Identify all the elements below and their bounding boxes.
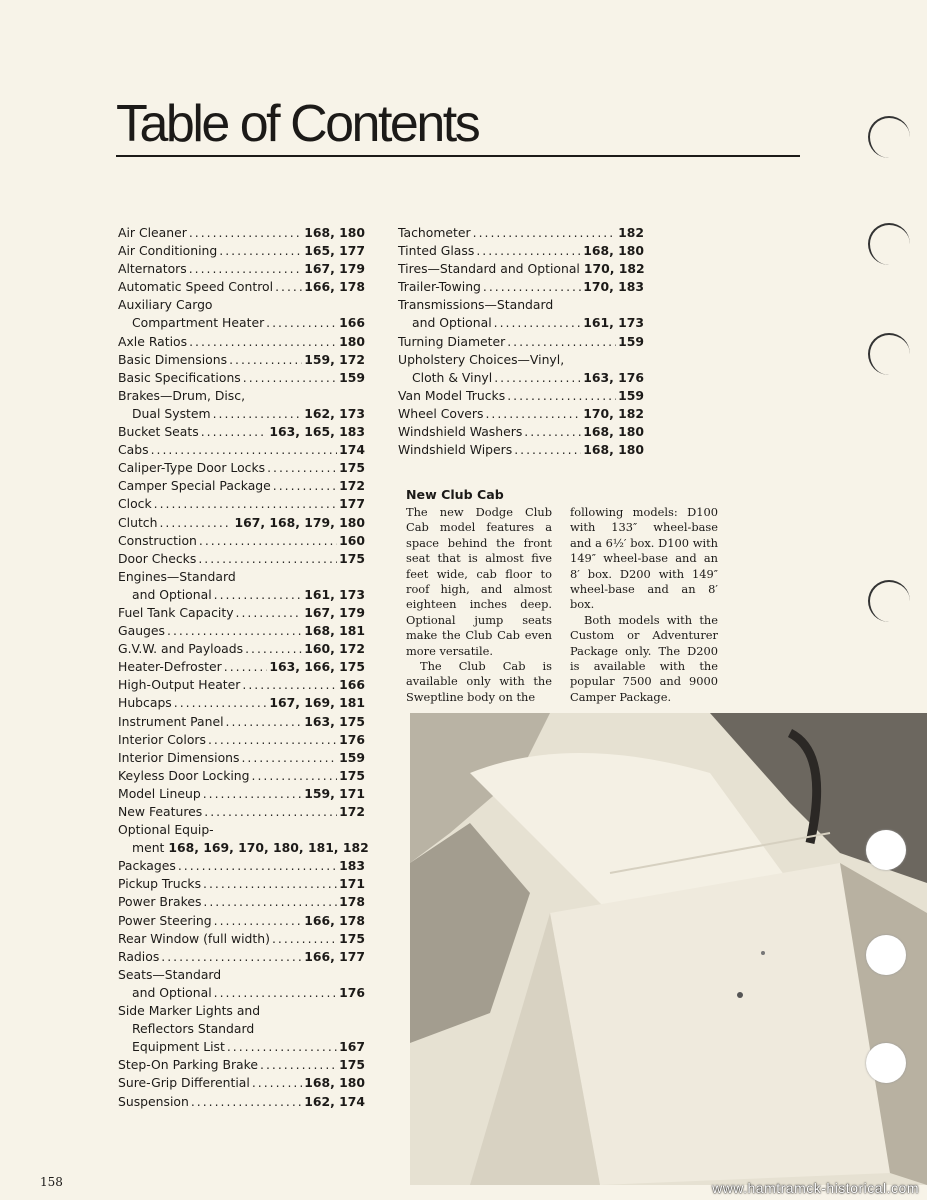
toc-entry: [118, 749, 365, 767]
toc-entry-pages: 175: [339, 1057, 365, 1073]
toc-entry: [118, 405, 365, 423]
toc-entry: [118, 586, 365, 604]
toc-entry-label: Transmissions—Standard: [398, 297, 554, 313]
toc-leader-dots: [219, 242, 302, 260]
toc-entry: [118, 1056, 365, 1074]
toc-leader-dots: [227, 1038, 337, 1056]
toc-entry-label: Heater-Defroster: [118, 659, 222, 675]
binder-hole: [866, 935, 906, 975]
toc-entry: [118, 459, 365, 477]
toc-entry-label: Wheel Covers: [398, 405, 484, 421]
toc-entry: [118, 296, 365, 314]
toc-entry-label: Clock: [118, 496, 152, 512]
toc-entry-label: ment: [132, 840, 165, 856]
toc-entry-label: Engines—Standard: [118, 568, 236, 584]
toc-entry-label: Auxiliary Cargo: [118, 297, 213, 313]
toc-entry-label: Air Conditioning: [118, 243, 218, 259]
toc-entry-label: Instrument Panel: [118, 713, 224, 729]
toc-leader-dots: [204, 803, 337, 821]
toc-leader-dots: [524, 423, 581, 441]
toc-leader-dots: [494, 369, 581, 387]
toc-entry: [118, 532, 365, 550]
toc-leader-dots: [203, 785, 303, 803]
toc-entry: [118, 351, 365, 369]
toc-entry: [118, 387, 365, 405]
toc-entry: [118, 333, 365, 351]
toc-entry-label: Rear Window (full width): [118, 930, 270, 946]
binder-hole: [868, 580, 910, 622]
toc-leader-dots: [214, 586, 303, 604]
toc-entry: [398, 242, 644, 260]
toc-entry: [398, 405, 644, 423]
toc-entry-pages: 167, 169, 181: [269, 695, 365, 711]
toc-entry-label: Interior Colors: [118, 731, 206, 747]
toc-entry: [118, 1038, 365, 1056]
toc-entry-label: Brakes—Drum, Disc,: [118, 387, 246, 403]
toc-entry-label: Air Cleaner: [118, 225, 187, 240]
toc-entry-label: Step-On Parking Brake: [118, 1057, 258, 1073]
toc-entry: [118, 713, 365, 731]
toc-entry-label: and Optional: [412, 315, 492, 331]
toc-entry: [398, 423, 644, 441]
toc-entry-pages: 168, 180: [304, 1075, 365, 1091]
toc-entry-label: Upholstery Choices—Vinyl,: [398, 351, 565, 367]
toc-entry: [118, 314, 365, 332]
toc-entry: [118, 984, 365, 1002]
toc-entry: [118, 640, 365, 658]
toc-leader-dots: [213, 405, 303, 423]
page-number: 158: [40, 1175, 63, 1189]
toc-entry: [118, 568, 365, 586]
toc-entry-label: Gauges: [118, 623, 165, 639]
club-cab-interior-photo: [410, 713, 927, 1185]
toc-entry-label: Basic Dimensions: [118, 351, 228, 367]
toc-leader-dots: [203, 875, 337, 893]
toc-entry: [118, 224, 365, 242]
toc-entry: [118, 242, 365, 260]
toc-entry-label: Power Brakes: [118, 894, 202, 910]
toc-entry-label: Keyless Door Locking: [118, 767, 250, 783]
toc-leader-dots: [252, 767, 338, 785]
toc-leader-dots: [224, 658, 268, 676]
toc-entry-label: Radios: [118, 948, 160, 964]
toc-entry-pages: 172: [339, 804, 365, 819]
toc-entry-label: Interior Dimensions: [118, 749, 240, 765]
toc-leader-dots: [245, 640, 302, 658]
toc-entry-pages: 166, 178: [304, 279, 365, 295]
toc-entry: [118, 731, 365, 749]
toc-entry: [398, 224, 644, 242]
toc-entry-pages: 159: [339, 749, 365, 765]
toc-entry-pages: 175: [339, 930, 365, 946]
toc-leader-dots: [191, 1093, 302, 1111]
article-paragraph: following models: D100 with 133″ wheel-base and a 6½′ box. D100 with 149″ wheel-base and an 8′ box. D200 with 149″ wheel-base and an 8′ box.: [570, 505, 718, 612]
toc-entry: [118, 912, 365, 930]
toc-entry-pages: 180: [339, 333, 365, 349]
toc-entry-label: Cloth & Vinyl: [412, 369, 493, 385]
toc-entry: [118, 1020, 365, 1038]
toc-entry-pages: 168, 180: [583, 243, 644, 259]
toc-leader-dots: [167, 622, 302, 640]
toc-leader-dots: [159, 514, 232, 532]
toc-leader-dots: [203, 893, 337, 911]
toc-entry: [118, 477, 365, 495]
binder-hole: [868, 223, 910, 265]
toc-entry: [118, 821, 365, 839]
toc-entry: [118, 966, 365, 984]
toc-entry-label: Fuel Tank Capacity: [118, 604, 234, 620]
toc-entry-pages: 163, 166, 175: [269, 659, 365, 675]
toc-entry-pages: 160: [339, 532, 365, 548]
article-column-1: [406, 505, 552, 705]
article-paragraph: The Club Cab is available only with the Sweptline body on the: [406, 659, 552, 704]
toc-entry-pages: 159, 172: [304, 351, 365, 367]
toc-entry: [398, 369, 644, 387]
toc-leader-dots: [507, 333, 616, 351]
toc-leader-dots: [189, 333, 337, 351]
binder-hole: [868, 333, 910, 375]
toc-leader-dots: [214, 984, 337, 1002]
toc-entry: [118, 803, 365, 821]
toc-leader-dots: [151, 441, 338, 459]
toc-entry-pages: 175: [339, 460, 365, 476]
toc-entry-pages: 171: [339, 876, 365, 892]
toc-entry: [118, 875, 365, 893]
toc-entry-pages: 161, 173: [583, 315, 644, 331]
toc-entry-pages: 176: [339, 731, 365, 747]
toc-entry: [118, 785, 365, 803]
toc-entry-label: Pickup Trucks: [118, 876, 202, 892]
toc-entry-pages: 182: [618, 225, 644, 240]
toc-entry-label: Tachometer: [398, 225, 471, 240]
toc-entry-pages: 176: [339, 984, 365, 1000]
toc-entry-pages: 170, 182: [583, 261, 645, 277]
toc-entry-pages: 166, 178: [304, 912, 365, 928]
toc-entry-label: New Features: [118, 804, 203, 819]
toc-entry: [118, 622, 365, 640]
toc-entry-pages: 166: [339, 315, 365, 331]
toc-entry-label: Equipment List: [132, 1039, 225, 1055]
toc-entry-pages: 162, 173: [304, 405, 365, 421]
toc-entry-pages: 160, 172: [304, 641, 365, 657]
toc-entry: [118, 441, 365, 459]
toc-entry-label: Seats—Standard: [118, 966, 222, 982]
toc-entry-pages: 168, 169, 170, 180, 181, 182: [168, 840, 369, 856]
toc-entry: [118, 1074, 365, 1092]
toc-leader-dots: [266, 314, 337, 332]
toc-entry: [118, 1093, 365, 1111]
toc-leader-dots: [201, 423, 268, 441]
page-title: Table of Contents: [116, 95, 479, 153]
toc-entry-pages: 168, 181: [304, 623, 365, 639]
article-paragraph: The new Dodge Club Cab model features a space behind the front seat that is almost five feet wide, cab floor to roof high, and almost eighteen inches deep. Optional jump seats make the Club Cab even more versatile.: [406, 505, 552, 658]
toc-entry-pages: 172: [339, 478, 365, 494]
toc-entry-label: Trailer-Towing: [398, 279, 481, 295]
binder-hole: [868, 116, 910, 158]
toc-leader-dots: [272, 930, 337, 948]
toc-entry-label: Cabs: [118, 442, 149, 458]
toc-leader-dots: [241, 749, 337, 767]
toc-entry-label: Reflectors Standard: [132, 1021, 255, 1037]
binder-hole: [866, 1043, 906, 1083]
toc-entry-label: Tinted Glass: [398, 243, 475, 259]
toc-entry-pages: 166: [339, 677, 365, 693]
toc-entry-pages: 177: [339, 496, 365, 512]
toc-leader-dots: [199, 532, 337, 550]
toc-leader-dots: [178, 857, 337, 875]
toc-entry-label: Hubcaps: [118, 695, 172, 711]
article-paragraph: Both models with the Custom or Adventurer Package only. The D200 is available with the popular 7500 and 9000 Camper Package.: [570, 612, 718, 704]
toc-leader-dots: [273, 477, 337, 495]
toc-entry-pages: 168, 180: [583, 442, 644, 458]
toc-entry-pages: 167, 168, 179, 180: [234, 514, 365, 530]
toc-leader-dots: [494, 314, 582, 332]
toc-entry-pages: 167, 179: [304, 261, 365, 277]
toc-entry-label: Alternators: [118, 261, 187, 277]
toc-leader-dots: [154, 495, 337, 513]
toc-entry-pages: 159: [618, 387, 644, 403]
toc-entry-label: and Optional: [132, 984, 212, 1000]
toc-entry: [118, 839, 369, 857]
toc-entry: [118, 676, 365, 694]
toc-leader-dots: [236, 604, 303, 622]
toc-leader-dots: [208, 731, 337, 749]
toc-entry-label: Automatic Speed Control: [118, 279, 274, 295]
toc-leader-dots: [214, 912, 303, 930]
toc-entry-label: Construction: [118, 532, 197, 548]
toc-entry-pages: 163, 165, 183: [269, 424, 365, 440]
watermark: www.hamtramck-historical.com: [712, 1180, 919, 1196]
toc-entry-label: Tires—Standard and Optional: [398, 261, 580, 277]
toc-entry-pages: 159: [339, 369, 365, 385]
toc-leader-dots: [189, 224, 302, 242]
toc-entry: [118, 857, 365, 875]
toc-entry-label: Packages: [118, 858, 176, 874]
toc-entry-label: Turning Diameter: [398, 333, 506, 349]
toc-entry: [118, 658, 365, 676]
toc-entry: [118, 893, 365, 911]
toc-entry-pages: 174: [339, 442, 365, 458]
toc-entry-pages: 183: [339, 858, 365, 874]
toc-entry-label: Windshield Wipers: [398, 442, 513, 458]
toc-entry: [118, 604, 365, 622]
toc-entry: [118, 278, 365, 296]
toc-entry-label: High-Output Heater: [118, 677, 241, 693]
toc-entry-label: Windshield Washers: [398, 424, 523, 440]
toc-column-right: [398, 224, 644, 459]
toc-entry: [118, 495, 365, 513]
toc-entry-pages: 166, 177: [304, 948, 365, 964]
toc-entry-pages: 170, 183: [583, 279, 644, 295]
toc-entry: [118, 260, 365, 278]
toc-leader-dots: [483, 278, 581, 296]
title-rule: [116, 155, 800, 157]
toc-leader-dots: [267, 459, 337, 477]
toc-entry: [118, 423, 365, 441]
toc-entry-label: Sure-Grip Differential: [118, 1075, 250, 1091]
toc-entry: [398, 333, 644, 351]
toc-leader-dots: [198, 550, 337, 568]
toc-entry-label: Compartment Heater: [132, 315, 265, 331]
toc-entry-label: Power Steering: [118, 912, 212, 928]
photo-illustration: [410, 713, 927, 1185]
toc-entry-pages: 170, 182: [583, 405, 644, 421]
section-heading: New Club Cab: [406, 487, 504, 502]
toc-entry-pages: 168, 180: [583, 424, 644, 440]
toc-entry-pages: 161, 173: [304, 586, 365, 602]
toc-leader-dots: [252, 1074, 302, 1092]
toc-entry: [398, 441, 644, 459]
toc-leader-dots: [161, 948, 302, 966]
toc-entry: [118, 930, 365, 948]
toc-column-left: [118, 224, 369, 1111]
toc-entry-label: Dual System: [132, 405, 211, 421]
toc-entry: [118, 550, 365, 568]
toc-entry: [398, 260, 644, 278]
toc-entry-label: Bucket Seats: [118, 424, 199, 440]
toc-leader-dots: [476, 242, 581, 260]
toc-leader-dots: [189, 260, 303, 278]
toc-entry-label: Door Checks: [118, 550, 197, 566]
toc-entry-label: Caliper-Type Door Locks: [118, 460, 266, 476]
toc-entry-pages: 175: [339, 550, 365, 566]
toc-leader-dots: [242, 676, 337, 694]
toc-entry: [118, 1002, 365, 1020]
toc-entry: [118, 514, 365, 532]
toc-entry-pages: 175: [339, 767, 365, 783]
toc-entry-label: G.V.W. and Payloads: [118, 641, 244, 657]
toc-entry-label: Optional Equip-: [118, 822, 214, 838]
toc-entry-pages: 167: [339, 1039, 365, 1055]
toc-leader-dots: [174, 694, 268, 712]
toc-leader-dots: [485, 405, 581, 423]
toc-entry-label: Axle Ratios: [118, 333, 188, 349]
toc-entry-label: Suspension: [118, 1093, 189, 1109]
toc-entry-pages: 162, 174: [304, 1093, 365, 1109]
toc-entry: [398, 278, 644, 296]
toc-entry: [118, 694, 365, 712]
toc-leader-dots: [514, 441, 581, 459]
toc-entry-pages: 163, 176: [583, 369, 644, 385]
toc-leader-dots: [275, 278, 302, 296]
article-column-2: [570, 505, 718, 705]
toc-entry-pages: 159, 171: [304, 785, 365, 801]
toc-entry: [398, 351, 644, 369]
toc-entry-label: Basic Specifications: [118, 369, 241, 385]
toc-entry-label: Van Model Trucks: [398, 387, 506, 403]
toc-entry-pages: 168, 180: [304, 225, 365, 240]
binder-hole: [866, 830, 906, 870]
toc-leader-dots: [473, 224, 617, 242]
toc-entry: [398, 387, 644, 405]
toc-entry-pages: 163, 175: [304, 713, 365, 729]
toc-entry: [118, 369, 365, 387]
toc-entry: [398, 314, 644, 332]
toc-leader-dots: [243, 369, 337, 387]
toc-entry-pages: 159: [618, 333, 644, 349]
toc-entry-pages: 178: [339, 894, 365, 910]
toc-entry: [398, 296, 644, 314]
toc-entry: [118, 767, 365, 785]
toc-entry-label: Model Lineup: [118, 785, 201, 801]
toc-entry-label: Camper Special Package: [118, 478, 271, 494]
toc-leader-dots: [226, 713, 303, 731]
toc-leader-dots: [507, 387, 616, 405]
toc-entry-label: Clutch: [118, 514, 158, 530]
toc-leader-dots: [229, 351, 302, 369]
toc-entry: [118, 948, 365, 966]
toc-entry-label: Side Marker Lights and: [118, 1003, 261, 1019]
toc-leader-dots: [260, 1056, 337, 1074]
toc-entry-pages: 167, 179: [304, 604, 365, 620]
toc-entry-pages: 165, 177: [304, 243, 365, 259]
toc-entry-label: and Optional: [132, 586, 212, 602]
